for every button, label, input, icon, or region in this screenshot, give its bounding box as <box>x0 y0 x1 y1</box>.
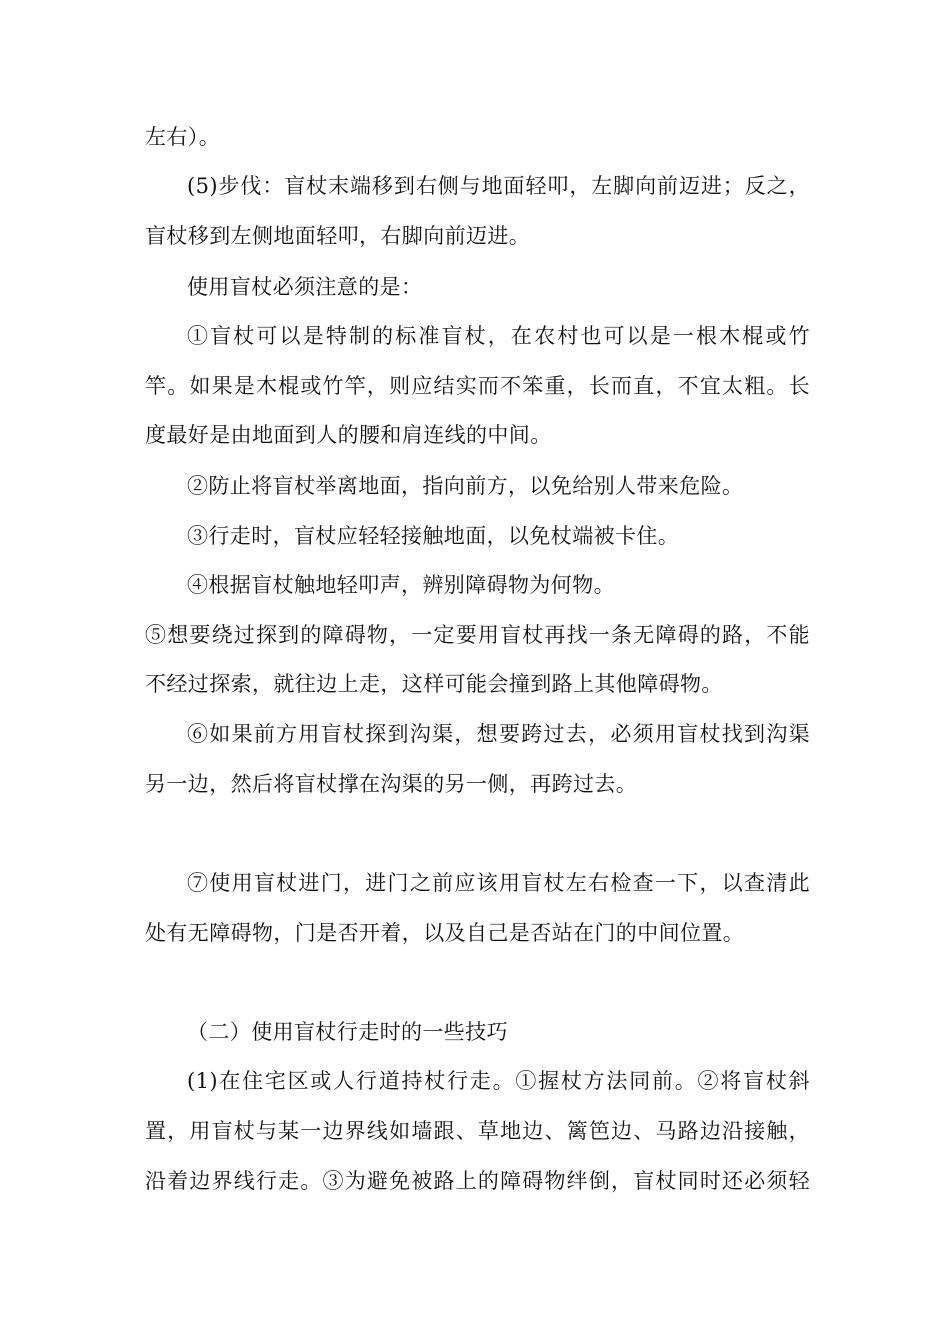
text-line: 度最好是由地面到人的腰和肩连线的中间。 <box>145 423 552 447</box>
section-heading: （二）使用盲杖行走时的一些技巧 <box>187 1020 508 1044</box>
text-line: ⑦使用盲杖进门，进门之前应该用盲杖左右检查一下，以查清此 <box>187 871 810 895</box>
text-line: 置，用盲杖与某一边界线如墙跟、草地边、篱笆边、马路边沿接触， <box>145 1119 810 1143</box>
text-line: ①盲杖可以是特制的标准盲杖，在农村也可以是一根木棍或竹 <box>187 324 810 348</box>
text-line: (1)在住宅区或人行道持杖行走。①握杖方法同前。②将盲杖斜 <box>187 1069 810 1093</box>
text-line: 处有无障碍物，门是否开着，以及自己是否站在门的中间位置。 <box>145 921 745 945</box>
text-line: 盲杖移到左侧地面轻叩，右脚向前迈进。 <box>145 224 531 248</box>
text-line: 竿。如果是木棍或竹竿，则应结实而不笨重，长而直，不宜太粗。长 <box>145 374 810 398</box>
text-line: 另一边，然后将盲杖撑在沟渠的另一侧，再跨过去。 <box>145 772 638 796</box>
text-line: ③行走时，盲杖应轻轻接触地面，以免杖端被卡住。 <box>187 524 680 548</box>
text-line: 使用盲杖必须注意的是： <box>187 275 423 299</box>
text-line: (5)步伐：盲杖末端移到右侧与地面轻叩，左脚向前迈进；反之， <box>187 174 810 198</box>
text-line: ②防止将盲杖举离地面，指向前方，以免给别人带来危险。 <box>187 474 744 498</box>
text-line: ⑤想要绕过探到的障碍物，一定要用盲杖再找一条无障碍的路，不能 <box>145 623 810 647</box>
text-line: ④根据盲杖触地轻叩声，辨别障碍物为何物。 <box>187 573 615 597</box>
text-line: 沿着边界线行走。③为避免被路上的障碍物绊倒，盲杖同时还必须轻 <box>145 1169 810 1193</box>
text-line: 不经过探索，就往边上走，这样可能会撞到路上其他障碍物。 <box>145 672 723 696</box>
text-line: ⑥如果前方用盲杖探到沟渠，想要跨过去，必须用盲杖找到沟渠 <box>187 722 810 746</box>
text-line: 左右）。 <box>145 125 221 149</box>
